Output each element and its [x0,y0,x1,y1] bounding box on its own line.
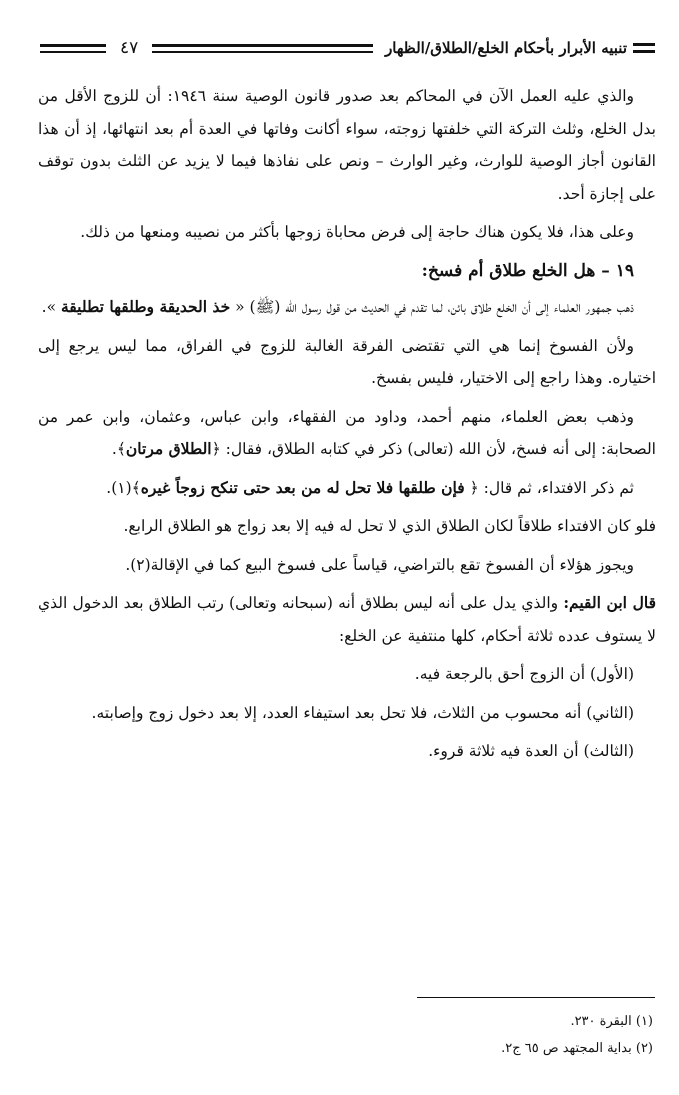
header-rule-middle [152,44,373,53]
header-rule-right [633,43,655,53]
paragraph-12: (الثالث) أن العدة فيه ثلاثة قروء. [428,742,634,760]
paragraph-5-end: ﴾. [111,440,126,458]
paragraph-8: ويجوز هؤلاء أن الفسوخ تقع بالتراضي، قياساً على فسوخ البيع كما في الإقالة(٢). [125,555,634,574]
paragraph-7: فلو كان الافتداء طلاقاً لكان الطلاق الذي لا تحل له فيه إلا بعد زواج هو الطلاق الرابع. [123,517,656,535]
paragraph-9-text: والذي يدل على أنه ليس بطلاق أنه (سبحانه وتعالى) رتب الطلاق بعد الدخول الذي لا يستوف عدده ثلاثة أحكام، كلها منتفية عن الخلع: [38,594,656,645]
paragraph-6-end: ﴾(١). [106,478,141,497]
paragraph-10: (الأول) أن الزوج أحق بالرجعة فيه. [414,665,634,683]
footnotes [253,1008,653,1062]
header-title: تنبيه الأبرار بأحكام الخلع/الطلاق/الظهار [385,39,627,57]
main-text [38,80,656,774]
quran-quote-2: فإن طلقها فلا تحل له من بعد حتى تنكح زوجاً غيره [140,477,465,497]
paragraph-2: وعلى هذا، فلا يكون هناك حاجة إلى فرض محاباة زوجها بأكثر من نصيبه ومنعها من ذلك. [80,223,634,241]
paragraph-5 [38,401,656,466]
paragraph-6 [38,472,656,505]
paragraph-4: ولأن الفسوخ إنما هي التي تقتضى الفرقة الغالبة للزوج في الفراق، مما ليس يرجع إلى اختياره. وهذا راجع إلى الاختيار، فليس بفسخ. [38,336,656,387]
footnote-1: (١) البقرة ٢٣٠. [570,1014,653,1029]
paragraph-3 [38,291,656,324]
footnote-separator [417,997,655,998]
paragraph-1: والذي عليه العمل الآن في المحاكم بعد صدور قانون الوصية سنة ١٩٤٦: أن للزوج الأقل من بدل الخلع، وثلث التركة التي خلفتها زوجته، سواء أكانت وفاتها في العدة أم بعد انتهائها، إذ أن هذا القانون أجاز الوصية للوارث، وغير الوارث – ونص على نفاذها فيما لا يزيد عن الثلث بدون توقف على إجازة أحد. [38,87,656,203]
paragraph-3-text: ذهب جمهور العلماء إلى أن الخلع طلاق بائن، لما تقدم في الحديث من قول رسول الله (ﷺ) « [235,298,634,316]
footnote-2: (٢) بداية المجتهد ص ٦٥ ج٢. [501,1041,653,1056]
paragraph-5-text: وذهب بعض العلماء، منهم أحمد، وداود من الفقهاء، وابن عباس، وعثمان، وابن عمر من الصحابة: إلى أنه فسخ، لأن الله (تعالى) ذكر في كتابه الطلاق، فقال: ﴿ [38,407,656,458]
page-number: ٤٧ [120,38,139,58]
section-heading: ١٩ – هل الخلع طلاق أم فسخ: [421,260,634,281]
quran-quote-1: الطلاق مرتان [125,439,212,458]
header-rule-left [40,44,106,53]
paragraph-11: (الثاني) أنه محسوب من الثلاث، فلا تحل بعد استيفاء العدد، إلا بعد دخول زوج وإصابته. [91,703,634,722]
hadith-quote: خذ الحديقة وطلقها تطليقة [61,297,231,316]
running-header [40,34,655,62]
paragraph-6-text: ثم ذكر الافتداء، ثم قال: ﴿ [469,478,634,497]
paragraph-3-end: ». [41,298,57,316]
ibn-qayyim-lead: قال ابن القيم: [563,593,656,612]
paragraph-9 [38,587,656,652]
